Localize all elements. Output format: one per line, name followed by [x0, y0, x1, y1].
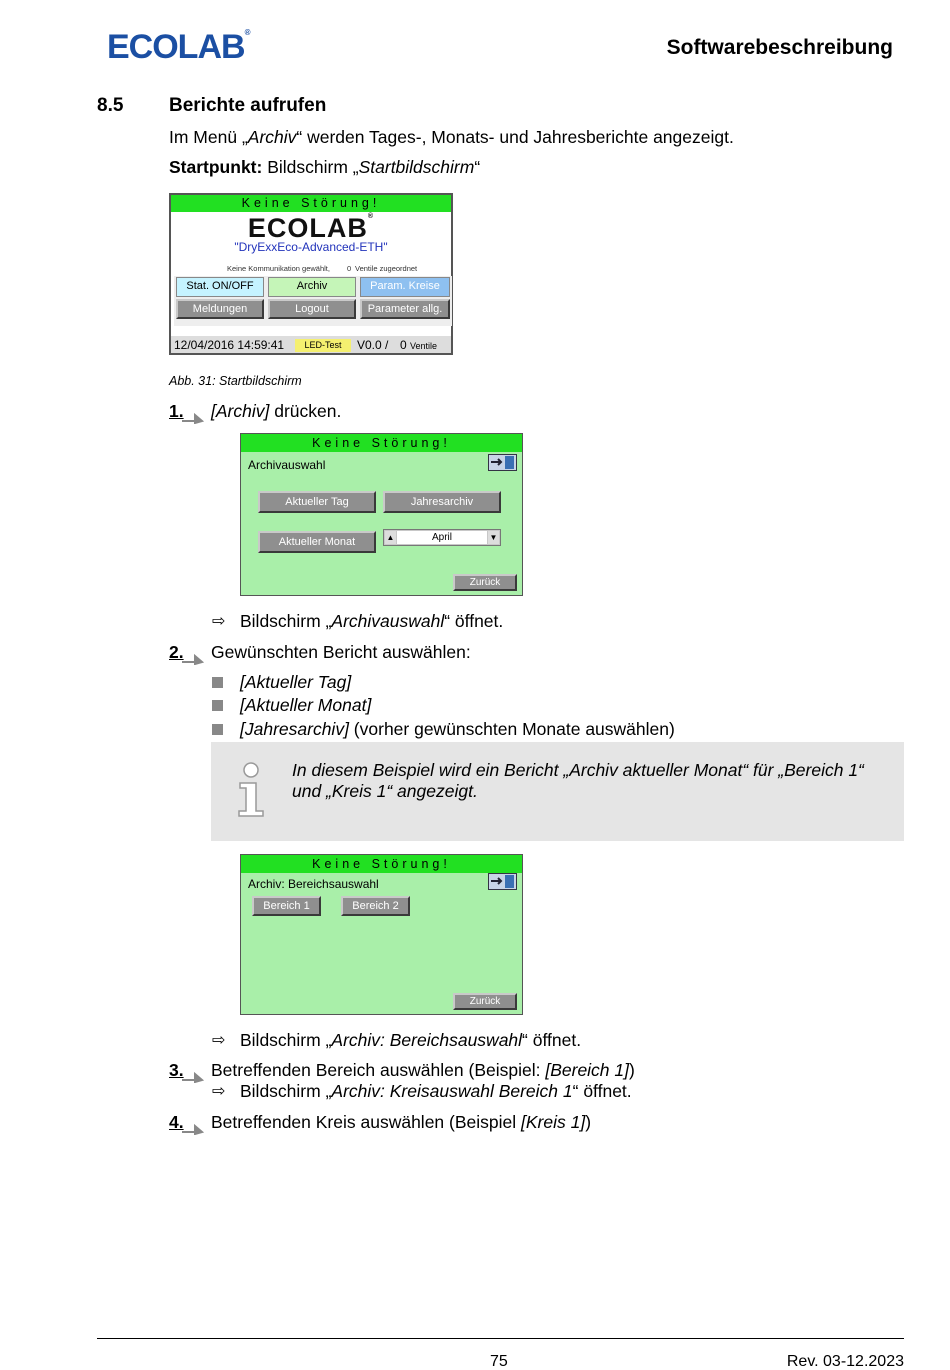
comm-info: Keine Kommunikation gewählt, — [227, 264, 330, 273]
section-title: Berichte aufrufen — [169, 95, 327, 116]
jahresarchiv-button[interactable]: Jahresarchiv — [383, 491, 501, 513]
start-screen — [169, 193, 453, 355]
status-bar: Keine Störung! — [171, 195, 451, 212]
parameter-allg-button[interactable]: Parameter allg. — [360, 299, 450, 319]
month-selector[interactable] — [383, 529, 501, 546]
ecolab-logo: ECOLAB® — [107, 28, 250, 66]
valves-label: Ventile — [410, 341, 438, 351]
step-1-text: [Archiv] drücken. — [211, 401, 342, 421]
info-icon — [236, 761, 266, 817]
exit-icon[interactable] — [488, 454, 517, 471]
datetime: 12/04/2016 14:59:41 — [174, 338, 285, 352]
step-3-number: 3. — [169, 1060, 184, 1080]
bullet-item: [Jahresarchiv] (vorher gewünschten Monate auswählen) — [240, 719, 675, 739]
bullet-item: [Aktueller Tag] — [240, 672, 352, 692]
step-4-number: 4. — [169, 1112, 184, 1132]
screen-logo: ECOLAB® — [247, 213, 375, 243]
aktueller-tag-button[interactable]: Aktueller Tag — [258, 491, 376, 513]
start-point: Startpunkt: Bildschirm „Startbildschirm“ — [169, 157, 481, 177]
aktueller-monat-button[interactable]: Aktueller Monat — [258, 531, 376, 553]
footer-divider — [97, 1338, 904, 1339]
step-arrow-icon — [182, 651, 204, 665]
step-arrow-icon — [182, 1069, 204, 1083]
result-arrow-icon: ⇨ — [212, 613, 226, 630]
note-text: In diesem Beispiel wird ein Bericht „Archiv aktueller Monat“ für „Bereich 1“ und „Kreis 1“ angezeigt. — [292, 760, 864, 801]
archivauswahl-screen — [240, 433, 523, 596]
month-up-icon[interactable]: ▲ — [386, 533, 395, 542]
status-bar: Keine Störung! — [241, 434, 522, 452]
section-number: 8.5 — [97, 95, 124, 116]
archiv-button[interactable]: Archiv — [268, 277, 356, 297]
revision: Rev. 03-12.2023 — [786, 1353, 904, 1370]
valves-info: Ventile zugeordnet — [355, 264, 418, 273]
bereich-1-button[interactable]: Bereich 1 — [252, 896, 321, 916]
month-value: April — [397, 531, 487, 544]
result-arrow-icon: ⇨ — [212, 1083, 226, 1100]
screen-title: Archiv: Bereichsauswahl — [248, 877, 379, 891]
version: V0.0 / — [357, 338, 389, 352]
step-1-number: 1. — [169, 401, 184, 421]
param-kreise-button[interactable]: Param. Kreise — [360, 277, 450, 297]
figure-caption: Abb. 31: Startbildschirm — [169, 374, 302, 388]
bullet-icon — [212, 677, 223, 688]
zurueck-button[interactable]: Zurück — [453, 993, 517, 1010]
meldungen-button[interactable]: Meldungen — [176, 299, 264, 319]
step-arrow-icon — [182, 1121, 204, 1135]
intro-line: Im Menü „Archiv“ werden Tages-, Monats- und Jahresberichte angezeigt. — [169, 127, 734, 147]
valves-count: 0 — [347, 264, 352, 273]
stat-onoff-button[interactable]: Stat. ON/OFF — [176, 277, 264, 297]
exit-icon[interactable] — [488, 873, 517, 890]
step-4-text: Betreffenden Kreis auswählen (Beispiel [Kreis 1]) — [211, 1112, 592, 1132]
bullet-icon — [212, 724, 223, 735]
result-3-text: Bildschirm „Archiv: Kreisauswahl Bereich 1“ öffnet. — [240, 1081, 632, 1101]
status-bar: Keine Störung! — [241, 855, 522, 873]
screen-title: Archivauswahl — [248, 458, 326, 472]
result-2-text: Bildschirm „Archiv: Bereichsauswahl“ öffnet. — [240, 1030, 582, 1050]
page-number: 75 — [490, 1353, 508, 1370]
zurueck-button[interactable]: Zurück — [453, 574, 517, 591]
month-down-icon[interactable]: ▼ — [489, 533, 498, 542]
result-1-text: Bildschirm „Archivauswahl“ öffnet. — [240, 611, 504, 631]
bereich-2-button[interactable]: Bereich 2 — [341, 896, 410, 916]
document-title: Softwarebeschreibung — [666, 36, 893, 59]
step-2-text: Gewünschten Bericht auswählen: — [211, 642, 471, 662]
bullet-icon — [212, 700, 223, 711]
valves-number: 0 — [400, 338, 407, 352]
logout-button[interactable]: Logout — [268, 299, 356, 319]
bullet-item: [Aktueller Monat] — [240, 695, 372, 715]
device-name: "DryExxEco-Advanced-ETH" — [234, 240, 388, 254]
step-arrow-icon — [182, 410, 204, 424]
led-test-button[interactable]: LED-Test — [295, 339, 351, 352]
result-arrow-icon: ⇨ — [212, 1032, 226, 1049]
step-2-number: 2. — [169, 642, 184, 662]
step-3-text: Betreffenden Bereich auswählen (Beispiel: [Bereich 1]) — [211, 1060, 635, 1080]
bereichsauswahl-screen — [240, 854, 523, 1015]
